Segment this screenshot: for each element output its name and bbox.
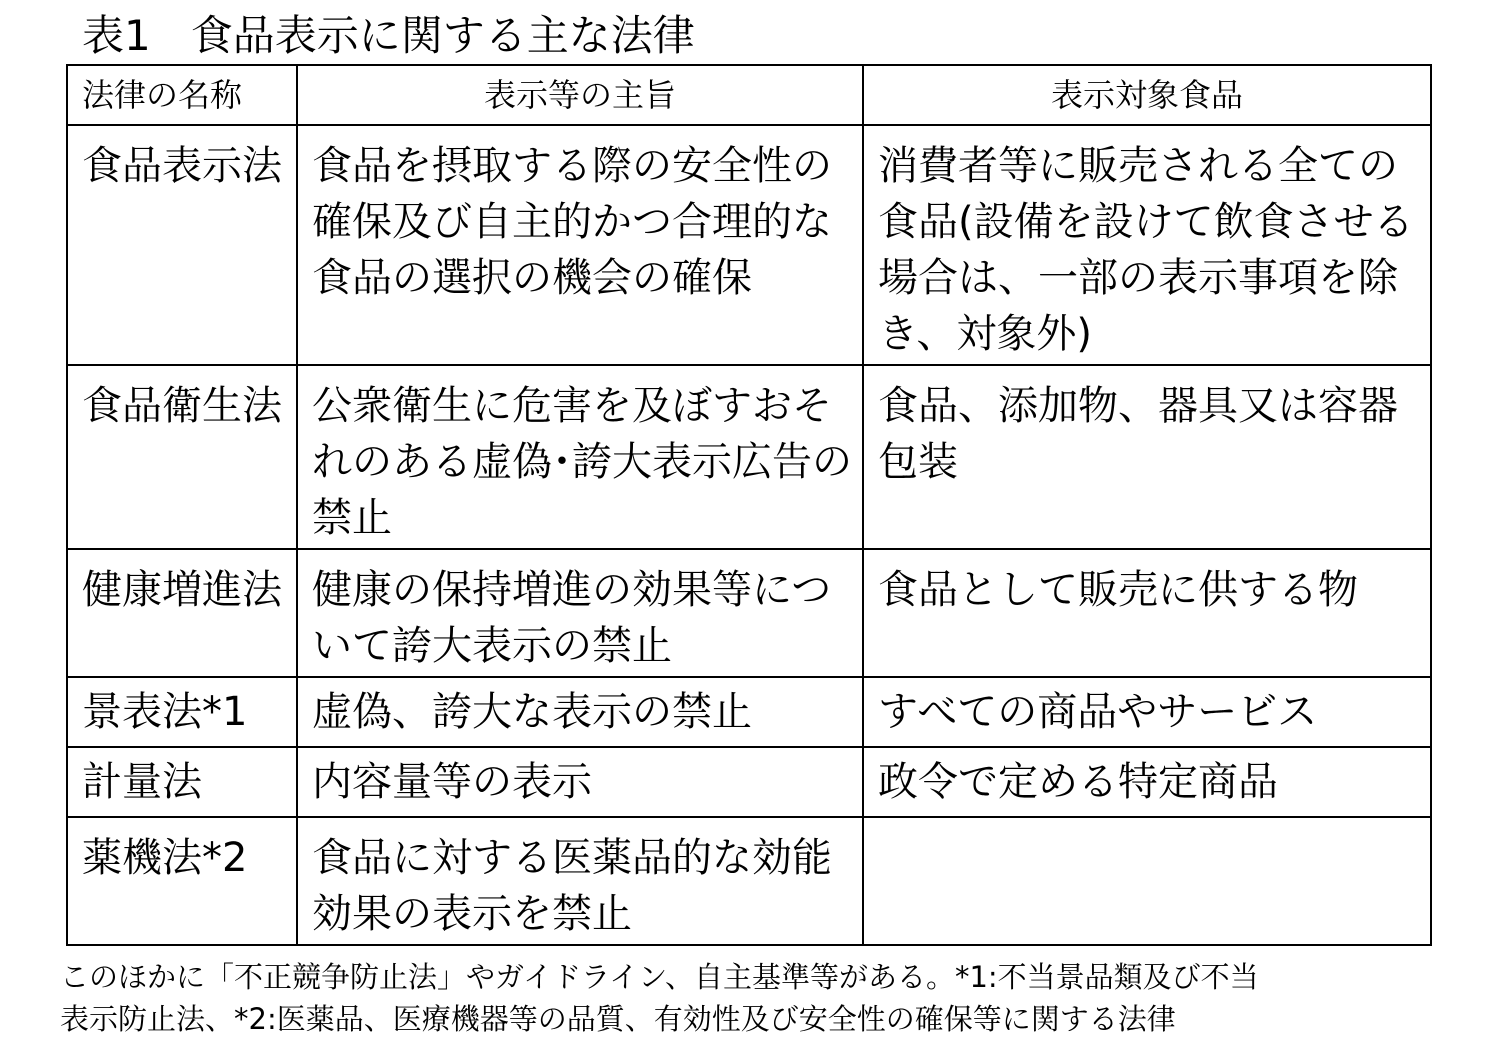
target-cell: [863, 677, 1431, 747]
table-header-row: [67, 65, 1431, 125]
footnote: [60, 956, 1440, 1040]
law-name-cell: [67, 747, 297, 817]
law-name: 食品表示法: [82, 143, 282, 189]
table-row: [67, 549, 1431, 677]
law-name-cell: [67, 125, 297, 365]
target-cell: [863, 817, 1431, 945]
law-purpose: 公衆衛生に危害を及ぼすおそれのある虚偽･誇大表示広告の禁止: [312, 383, 852, 541]
law-name-cell: [67, 817, 297, 945]
law-purpose: 虚偽、誇大な表示の禁止: [312, 689, 752, 735]
table-number: 表1: [82, 11, 151, 60]
law-name: 薬機法*2: [82, 835, 248, 881]
law-target: 政令で定める特定商品: [878, 759, 1278, 805]
table-row: [67, 817, 1431, 945]
purpose-cell: [297, 365, 863, 549]
header-target: 表示対象食品: [863, 65, 1431, 125]
table-row: [67, 365, 1431, 549]
table-row: [67, 125, 1431, 365]
header-purpose: 表示等の主旨: [297, 65, 863, 125]
law-name: 健康増進法: [82, 567, 282, 613]
law-name-cell: [67, 677, 297, 747]
target-cell: [863, 365, 1431, 549]
law-target: 食品として販売に供する物: [878, 567, 1358, 613]
law-purpose: 健康の保持増進の効果等について誇大表示の禁止: [312, 567, 832, 669]
table-row: [67, 747, 1431, 817]
law-target: 食品、添加物、器具又は容器包装: [878, 383, 1398, 485]
header-law-name: 法律の名称: [67, 65, 297, 125]
table-title-text: 食品表示に関する主な法律: [190, 11, 695, 60]
footnote-line-1: このほかに「不正競争防止法」やガイドライン、自主基準等がある。*1:不当景品類及び不当: [60, 960, 1259, 994]
purpose-cell: [297, 677, 863, 747]
law-name-cell: [67, 549, 297, 677]
law-purpose: 食品に対する医薬品的な効能効果の表示を禁止: [312, 835, 832, 937]
purpose-cell: [297, 549, 863, 677]
law-name: 景表法*1: [82, 689, 248, 735]
table-title: [82, 10, 695, 62]
target-cell: [863, 125, 1431, 365]
law-purpose: 内容量等の表示: [312, 759, 592, 805]
target-cell: [863, 747, 1431, 817]
law-target: すべての商品やサービス: [878, 689, 1318, 735]
footnote-line-2: 表示防止法、*2:医薬品、医療機器等の品質、有効性及び安全性の確保等に関する法律: [60, 1002, 1176, 1036]
law-name-cell: [67, 365, 297, 549]
law-name: 食品衛生法: [82, 383, 282, 429]
purpose-cell: [297, 817, 863, 945]
law-target: [864, 818, 1430, 830]
purpose-cell: [297, 747, 863, 817]
law-purpose: 食品を摂取する際の安全性の確保及び自主的かつ合理的な食品の選択の機会の確保: [312, 143, 832, 301]
law-name: 計量法: [82, 759, 202, 805]
target-cell: [863, 549, 1431, 677]
purpose-cell: [297, 125, 863, 365]
law-target: 消費者等に販売される全ての食品(設備を設けて飲食させる場合は、一部の表示事項を除き、対象外): [878, 143, 1414, 357]
laws-table: [66, 64, 1432, 946]
table-row: [67, 677, 1431, 747]
